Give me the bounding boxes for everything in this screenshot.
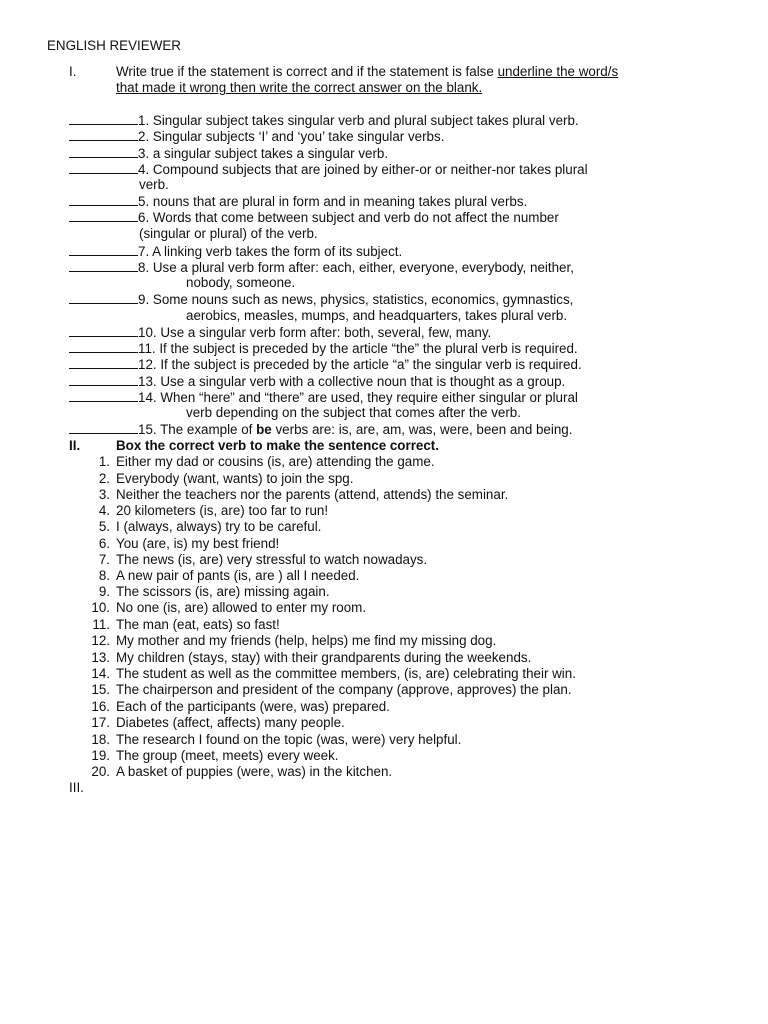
tf-item-text: 13. Use a singular verb with a collective noun that is thought as a group. [138, 374, 566, 389]
list-item-number: 14. [91, 666, 110, 681]
tf-item-6 [69, 209, 559, 226]
tf-item-8 [69, 259, 574, 276]
tf-item-10 [69, 324, 491, 341]
list-item-sentence: 20 kilometers (is, are) too far to run! [116, 503, 329, 518]
tf-item-text: 5. nouns that are plural in form and in meaning takes plural verbs. [138, 194, 528, 209]
tf-item-2 [69, 128, 444, 145]
list-item-sentence: A new pair of pants (is, are ) all I needed. [116, 568, 360, 583]
list-item-sentence: My mother and my friends (help, helps) me find my missing dog. [116, 633, 497, 648]
tf-item-text: 4. Compound subjects that are joined by either-or or neither-nor takes plural [138, 162, 588, 177]
list-item-sentence: The scissors (is, are) missing again. [116, 584, 330, 599]
tf-item-text: 6. Words that come between subject and verb do not affect the number [138, 210, 559, 225]
tf-item-5 [69, 193, 527, 210]
section-1-instruction-line-1 [116, 64, 618, 80]
tf-item-4-continued: verb. [139, 177, 169, 192]
tf-item-text: 1. Singular subject takes singular verb and plural subject takes plural verb. [138, 113, 579, 128]
tf-item-6-continued: (singular or plural) of the verb. [139, 226, 318, 241]
section-1-number: I. [69, 64, 77, 79]
list-item-number: 12. [91, 633, 110, 648]
list-item-sentence: The man (eat, eats) so fast! [116, 617, 280, 632]
list-item-sentence: No one (is, are) allowed to enter my room. [116, 600, 367, 615]
answer-blank[interactable] [69, 209, 138, 222]
list-item-number: 6. [98, 536, 110, 551]
tf-item-text: 14. When “here” and “there” are used, they require either singular or plural [138, 390, 578, 405]
answer-blank[interactable] [69, 145, 138, 158]
tf-item-text: 8. Use a plural verb form after: each, either, everyone, everybody, neither, [138, 260, 574, 275]
tf-item-13 [69, 373, 565, 390]
answer-blank[interactable] [69, 389, 138, 402]
list-item-sentence: The news (is, are) very stressful to watch nowadays. [116, 552, 428, 567]
list-item-sentence: My children (stays, stay) with their grandparents during the weekends. [116, 650, 532, 665]
answer-blank[interactable] [69, 259, 138, 272]
list-item-sentence: Each of the participants (were, was) prepared. [116, 699, 390, 714]
answer-blank[interactable] [69, 193, 138, 206]
list-item-number: 10. [91, 600, 110, 615]
list-item-number: 2. [98, 471, 110, 486]
list-item-number: 1. [98, 454, 110, 469]
tf-item-3 [69, 145, 388, 162]
tf-item-12 [69, 356, 582, 373]
answer-blank[interactable] [69, 112, 138, 125]
list-item-number: 8. [98, 568, 110, 583]
section-1-instruction-underlined-b: that made it wrong then write the correct answer on the blank. [116, 80, 483, 95]
list-item-sentence: Diabetes (affect, affects) many people. [116, 715, 345, 730]
tf-item-8-continued: nobody, someone. [186, 275, 296, 290]
tf-item-text: 2. Singular subjects ‘I’ and ‘you’ take singular verbs. [138, 129, 445, 144]
list-item-sentence: The research I found on the topic (was, were) very helpful. [116, 732, 462, 747]
answer-blank[interactable] [69, 340, 138, 353]
tf-item-14 [69, 389, 578, 406]
tf-item-text: 11. If the subject is preceded by the article “the” the plural verb is required. [138, 341, 578, 356]
tf-item-1 [69, 112, 579, 129]
list-item-number: 7. [98, 552, 110, 567]
tf-item-15 [69, 421, 572, 438]
answer-blank[interactable] [69, 161, 138, 174]
list-item-sentence: I (always, always) try to be careful. [116, 519, 322, 534]
tf-item-11 [69, 340, 578, 357]
section-2-number: II. [69, 438, 81, 453]
tf-item-text: 9. Some nouns such as news, physics, statistics, economics, gymnastics, [138, 292, 574, 307]
list-item-sentence: Everybody (want, wants) to join the spg. [116, 471, 354, 486]
section-1-instruction: Write true if the statement is correct and if the statement is false [116, 64, 498, 79]
tf-item-9 [69, 291, 573, 308]
tf-item-text: 10. Use a singular verb form after: both, several, few, many. [138, 325, 492, 340]
tf-item-4 [69, 161, 588, 178]
list-item-number: 5. [98, 519, 110, 534]
tf-item-7 [69, 243, 402, 260]
list-item-sentence: The group (meet, meets) every week. [116, 748, 339, 763]
tf-item-text: 12. If the subject is preceded by the article “a” the singular verb is required. [138, 357, 582, 372]
list-item-sentence: The chairperson and president of the company (approve, approves) the plan. [116, 682, 572, 697]
list-item-number: 4. [98, 503, 110, 518]
list-item-sentence: Either my dad or cousins (is, are) attending the game. [116, 454, 435, 469]
page-title: ENGLISH REVIEWER [47, 38, 181, 53]
tf-item-text: 15. The example of [138, 422, 257, 437]
tf-item-9-continued: aerobics, measles, mumps, and headquarters, takes plural verb. [186, 308, 568, 323]
list-item-number: 15. [91, 682, 110, 697]
list-item-sentence: You (are, is) my best friend! [116, 536, 280, 551]
answer-blank[interactable] [69, 373, 138, 386]
answer-blank[interactable] [69, 291, 138, 304]
section-1-instruction-underlined-a: underline the word/s [497, 64, 619, 79]
section-3-number: III. [69, 780, 84, 795]
answer-blank[interactable] [69, 356, 138, 369]
list-item-sentence: Neither the teachers nor the parents (attend, attends) the seminar. [116, 487, 509, 502]
list-item-sentence: The student as well as the committee members, (is, are) celebrating their win. [116, 666, 576, 681]
answer-blank[interactable] [69, 324, 138, 337]
section-2-instruction: Box the correct verb to make the sentence correct. [116, 438, 439, 453]
tf-item-text: 3. a singular subject takes a singular verb. [138, 146, 389, 161]
tf-item-bold-word: be [256, 422, 272, 437]
answer-blank[interactable] [69, 128, 138, 141]
list-item-number: 11. [92, 617, 110, 632]
list-item-number: 19. [91, 748, 110, 763]
list-item-sentence: A basket of puppies (were, was) in the kitchen. [116, 764, 393, 779]
list-item-number: 9. [98, 584, 110, 599]
list-item-number: 18. [91, 732, 110, 747]
list-item-number: 3. [98, 487, 110, 502]
answer-blank[interactable] [69, 421, 138, 434]
list-item-number: 13. [91, 650, 110, 665]
list-item-number: 16. [91, 699, 110, 714]
list-item-number: 20. [91, 764, 110, 779]
tf-item-14-continued: verb depending on the subject that comes after the verb. [186, 405, 521, 420]
answer-blank[interactable] [69, 243, 138, 256]
tf-item-text: verbs are: is, are, am, was, were, been and being. [271, 422, 573, 437]
list-item-number: 17. [91, 715, 110, 730]
tf-item-text: 7. A linking verb takes the form of its subject. [138, 244, 403, 259]
